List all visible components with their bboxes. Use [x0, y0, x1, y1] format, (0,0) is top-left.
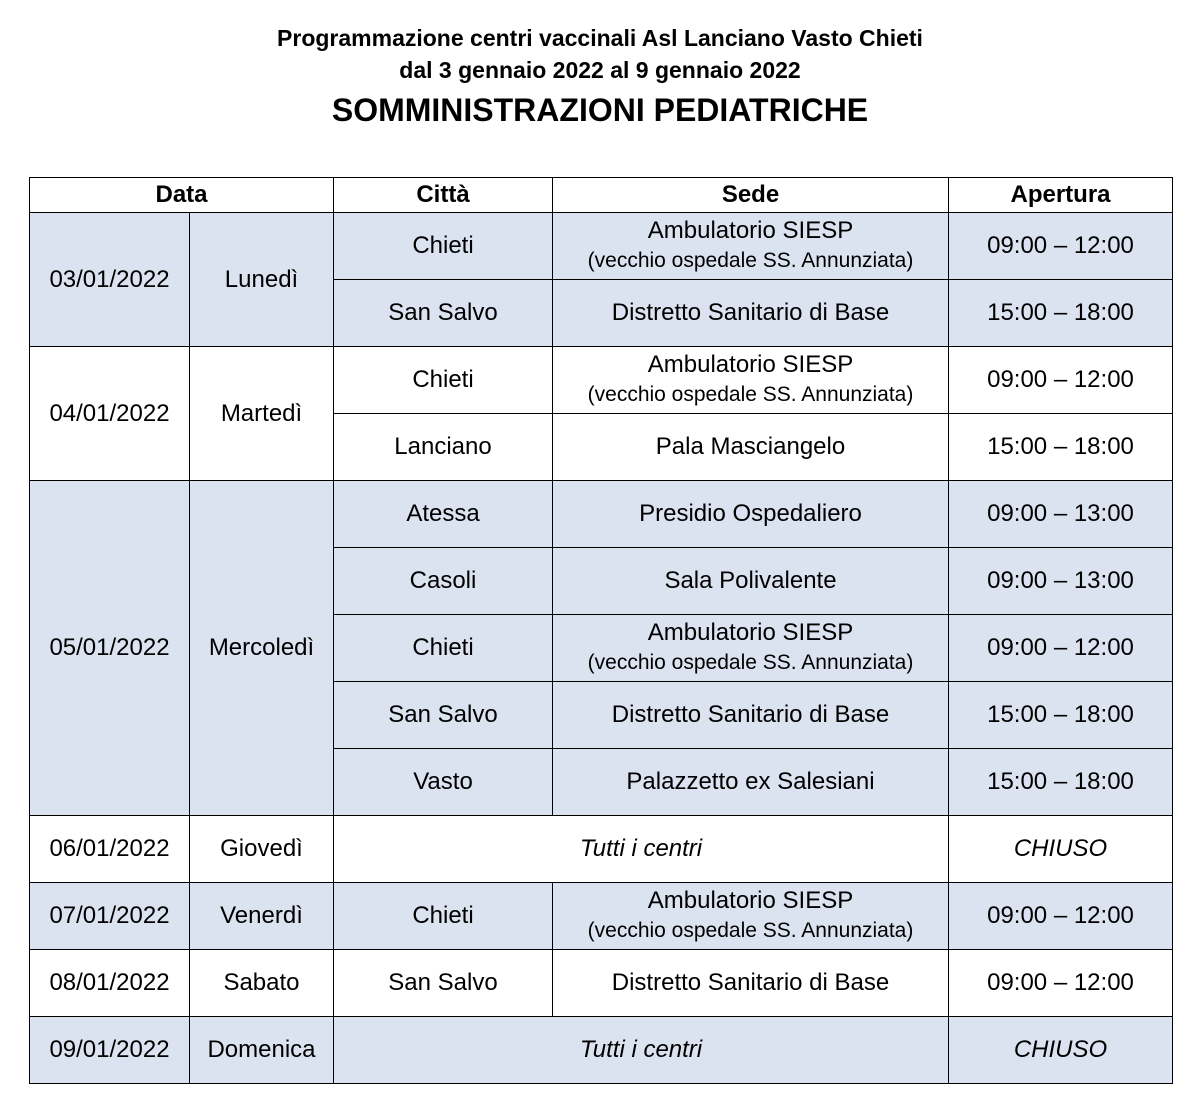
table-row: [30, 213, 1173, 280]
date-cell: 08/01/2022: [30, 950, 190, 1017]
city-cell: San Salvo: [334, 280, 553, 347]
title-line-2: dal 3 gennaio 2022 al 9 gennaio 2022: [399, 57, 801, 83]
site-note: (vecchio ospedale SS. Annunziata): [587, 383, 914, 406]
table-row: [30, 347, 1173, 414]
city-cell: San Salvo: [334, 682, 553, 749]
hours-cell: 09:00 – 13:00: [949, 481, 1173, 548]
closed-centers-cell: Tutti i centri: [334, 816, 949, 883]
hours-cell: 15:00 – 18:00: [949, 682, 1173, 749]
site-cell: [553, 213, 949, 280]
site-name: Ambulatorio SIESP: [647, 619, 854, 646]
site-cell: [553, 682, 949, 749]
schedule-body: [30, 213, 1173, 1084]
city-cell: San Salvo: [334, 950, 553, 1017]
schedule-table: [29, 177, 1173, 1084]
site-cell: [553, 280, 949, 347]
site-name: Distretto Sanitario di Base: [611, 701, 890, 728]
hours-cell: 09:00 – 13:00: [949, 548, 1173, 615]
title-line-3: SOMMINISTRAZIONI PEDIATRICHE: [331, 92, 869, 128]
date-cell: 07/01/2022: [30, 883, 190, 950]
date-cell: 09/01/2022: [30, 1017, 190, 1084]
title-line-1: Programmazione centri vaccinali Asl Lanciano Vasto Chieti: [277, 25, 923, 51]
weekday-cell: Martedì: [190, 347, 334, 481]
date-cell: 06/01/2022: [30, 816, 190, 883]
weekday-cell: Sabato: [190, 950, 334, 1017]
site-name: Ambulatorio SIESP: [647, 217, 854, 244]
site-cell: [553, 615, 949, 682]
closed-hours-cell: CHIUSO: [949, 1017, 1173, 1084]
site-name: Distretto Sanitario di Base: [611, 969, 890, 996]
site-cell: [553, 481, 949, 548]
header-data: Data: [30, 178, 334, 213]
site-name: Distretto Sanitario di Base: [611, 299, 890, 326]
site-name: Ambulatorio SIESP: [647, 887, 854, 914]
weekday-cell: Lunedì: [190, 213, 334, 347]
weekday-cell: Giovedì: [190, 816, 334, 883]
date-cell: 04/01/2022: [30, 347, 190, 481]
header-sede: Sede: [553, 178, 949, 213]
city-cell: Casoli: [334, 548, 553, 615]
date-cell: 03/01/2022: [30, 213, 190, 347]
weekday-cell: Domenica: [190, 1017, 334, 1084]
city-cell: Chieti: [334, 347, 553, 414]
table-row: [30, 1017, 1173, 1084]
city-cell: Chieti: [334, 615, 553, 682]
header-row: [30, 178, 1173, 213]
site-name: Ambulatorio SIESP: [647, 351, 854, 378]
city-cell: Chieti: [334, 213, 553, 280]
header-apertura: Apertura: [949, 178, 1173, 213]
weekday-cell: Mercoledì: [190, 481, 334, 816]
closed-hours-cell: CHIUSO: [949, 816, 1173, 883]
hours-cell: 09:00 – 12:00: [949, 883, 1173, 950]
hours-cell: 09:00 – 12:00: [949, 213, 1173, 280]
hours-cell: 09:00 – 12:00: [949, 950, 1173, 1017]
site-cell: [553, 347, 949, 414]
site-name: Pala Masciangelo: [655, 433, 846, 460]
table-row: [30, 481, 1173, 548]
site-cell: [553, 414, 949, 481]
city-cell: Chieti: [334, 883, 553, 950]
site-name: Palazzetto ex Salesiani: [626, 768, 875, 795]
site-note: (vecchio ospedale SS. Annunziata): [587, 651, 914, 674]
date-cell: 05/01/2022: [30, 481, 190, 816]
hours-cell: 15:00 – 18:00: [949, 280, 1173, 347]
city-cell: Atessa: [334, 481, 553, 548]
hours-cell: 15:00 – 18:00: [949, 414, 1173, 481]
site-name: Sala Polivalente: [664, 567, 837, 594]
table-row: [30, 950, 1173, 1017]
hours-cell: 09:00 – 12:00: [949, 615, 1173, 682]
hours-cell: 15:00 – 18:00: [949, 749, 1173, 816]
weekday-cell: Venerdì: [190, 883, 334, 950]
closed-centers-cell: Tutti i centri: [334, 1017, 949, 1084]
site-cell: [553, 950, 949, 1017]
site-cell: [553, 883, 949, 950]
site-name: Presidio Ospedaliero: [639, 500, 862, 527]
site-note: (vecchio ospedale SS. Annunziata): [587, 249, 914, 272]
city-cell: Lanciano: [334, 414, 553, 481]
site-note: (vecchio ospedale SS. Annunziata): [587, 919, 914, 942]
hours-cell: 09:00 – 12:00: [949, 347, 1173, 414]
header-citta: Città: [334, 178, 553, 213]
site-cell: [553, 548, 949, 615]
table-row: [30, 816, 1173, 883]
site-cell: [553, 749, 949, 816]
table-row: [30, 883, 1173, 950]
city-cell: Vasto: [334, 749, 553, 816]
